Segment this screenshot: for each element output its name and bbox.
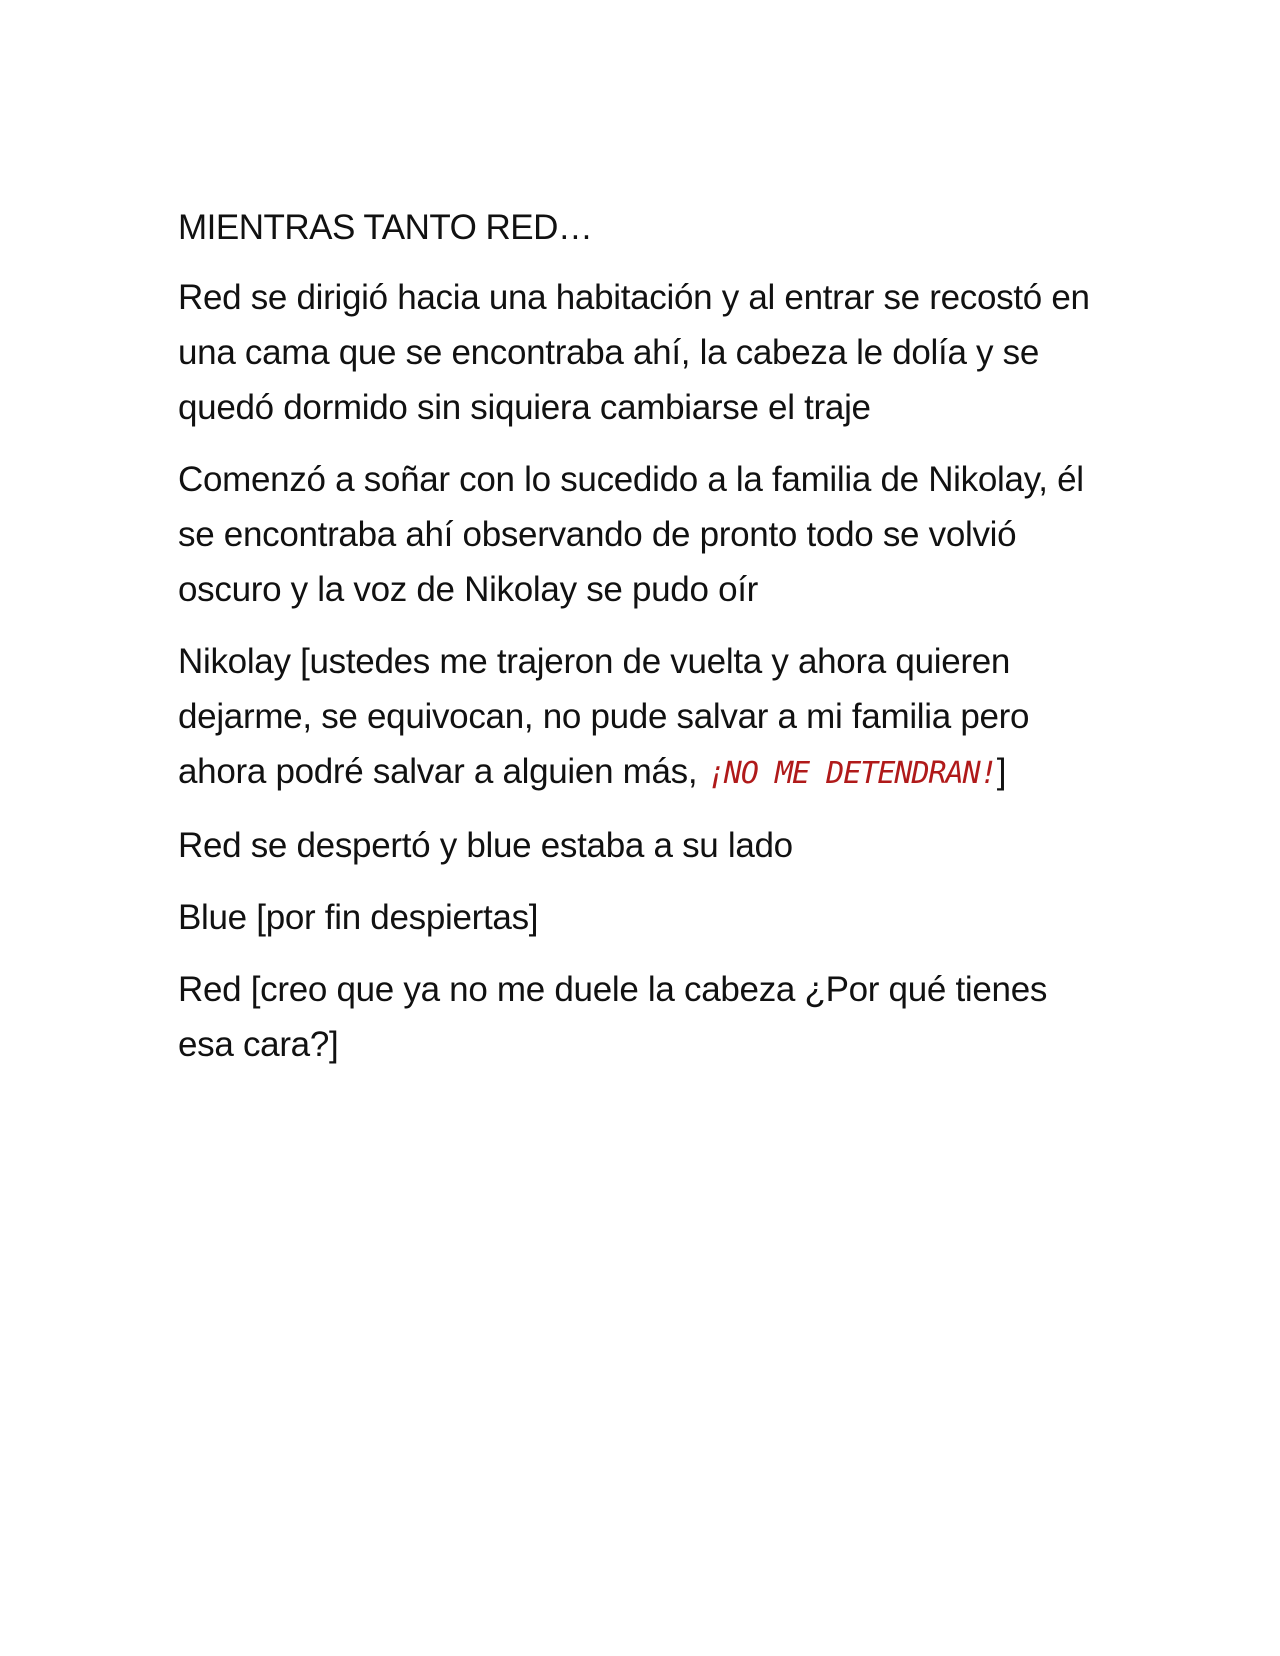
paragraph-red-line: Red [creo que ya no me duele la cabeza ¿Por qué tienes esa cara?] (178, 970, 1048, 1064)
nikolay-speech-close: ] (996, 752, 1007, 791)
paragraph-red-sleeps: Red se dirigió hacia una habitación y al entrar se recostó en una cama que se encontraba ahí, la cabeza le dolía y se quedó dormido sin siquiera cambiarse el traje (178, 278, 1090, 427)
paragraph-nikolay-speech (178, 634, 1108, 801)
paragraph-dream: Comenzó a soñar con lo sucedido a la familia de Nikolay, él se encontraba ahí observando de pronto todo se volvió oscuro y la voz de Nikolay se pudo oír (178, 460, 1084, 609)
nikolay-speech-text: Nikolay [ustedes me trajeron de vuelta y ahora quieren dejarme, se equivocan, no pude salvar a mi familia pero ahora podré salvar a alguien más, (178, 642, 1030, 791)
document-page (178, 206, 1108, 1089)
nikolay-shout-text: ¡NO ME DETENDRAN! (706, 756, 997, 791)
paragraph-blue-line: Blue [por fin despiertas] (178, 898, 539, 937)
paragraph-red-wakes: Red se despertó y blue estaba a su lado (178, 826, 793, 865)
section-heading: MIENTRAS TANTO RED… (178, 208, 593, 247)
